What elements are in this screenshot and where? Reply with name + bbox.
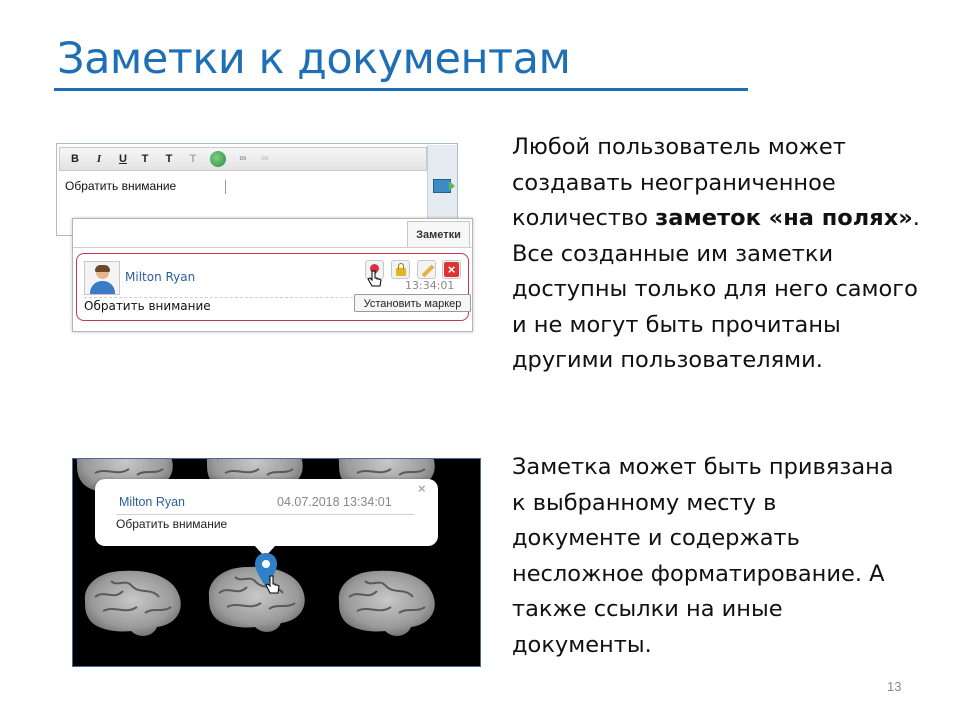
text-line: количество заметок «на полях».	[512, 205, 920, 231]
underline-button[interactable]: U	[119, 153, 127, 165]
bold-phrase: заметок «на полях»	[655, 205, 913, 231]
clear-format-button[interactable]: T	[189, 153, 197, 165]
paragraph-notes-margins	[512, 130, 920, 379]
edit-button[interactable]	[417, 260, 436, 279]
tab-notes[interactable]: Заметки	[407, 221, 470, 247]
text-line: документы.	[512, 631, 652, 658]
text-line: другими пользователями.	[512, 347, 823, 373]
paragraph-note-anchoring	[512, 450, 894, 663]
text-line: доступны только для него самого	[512, 276, 918, 302]
text-line: документе и содержать	[512, 525, 800, 551]
text-line: Заметка может быть привязана	[512, 454, 894, 480]
italic-button[interactable]: I	[96, 153, 102, 165]
set-marker-tooltip: Установить маркер	[354, 294, 471, 312]
text-color-button[interactable]: T	[141, 153, 149, 165]
text-cursor-icon	[225, 180, 226, 194]
notes-tabbar	[73, 219, 472, 248]
note-popup	[95, 479, 438, 546]
editor-text-content[interactable]: Обратить внимание	[65, 179, 177, 193]
slide-title: Заметки к документам	[57, 34, 571, 84]
send-note-icon[interactable]	[433, 179, 451, 193]
popup-datetime: 04.07.2018 13:34:01	[277, 495, 392, 509]
page-number: 13	[887, 679, 902, 694]
pencil-icon	[422, 265, 435, 278]
text-line: несложное форматирование. А	[512, 560, 885, 587]
note-body: Обратить внимание	[84, 299, 211, 313]
note-author: Milton Ryan	[125, 270, 196, 284]
link-icon[interactable]: ∞	[239, 153, 247, 164]
popup-body: Обратить внимание	[116, 517, 228, 531]
bold-button[interactable]: B	[71, 153, 79, 165]
unlink-icon[interactable]: ∞	[261, 153, 269, 164]
globe-icon[interactable]	[210, 151, 226, 167]
hand-cursor-icon	[264, 575, 282, 597]
lock-icon	[396, 268, 406, 276]
hand-cursor-icon	[366, 270, 384, 290]
avatar	[84, 261, 120, 295]
note-time: 13:34:01	[405, 279, 455, 292]
popup-author: Milton Ryan	[119, 495, 185, 509]
popup-close-button[interactable]: ×	[418, 481, 426, 496]
text-line: и не могут быть прочитаны	[512, 311, 841, 338]
text-line: к выбранному месту в	[512, 489, 777, 516]
title-underline	[54, 88, 748, 91]
formatting-toolbar	[59, 147, 427, 171]
delete-button[interactable]	[442, 260, 461, 279]
lock-button[interactable]	[391, 260, 410, 279]
popup-divider	[116, 514, 414, 515]
close-icon: ×	[444, 262, 459, 277]
text-line: Все созданные им заметки	[512, 240, 834, 267]
text-line: Любой пользователь может	[512, 134, 846, 160]
text-line: создавать неограниченное	[512, 169, 836, 196]
highlight-button[interactable]: T	[165, 153, 173, 165]
text-line: также ссылки на иные	[512, 596, 783, 622]
